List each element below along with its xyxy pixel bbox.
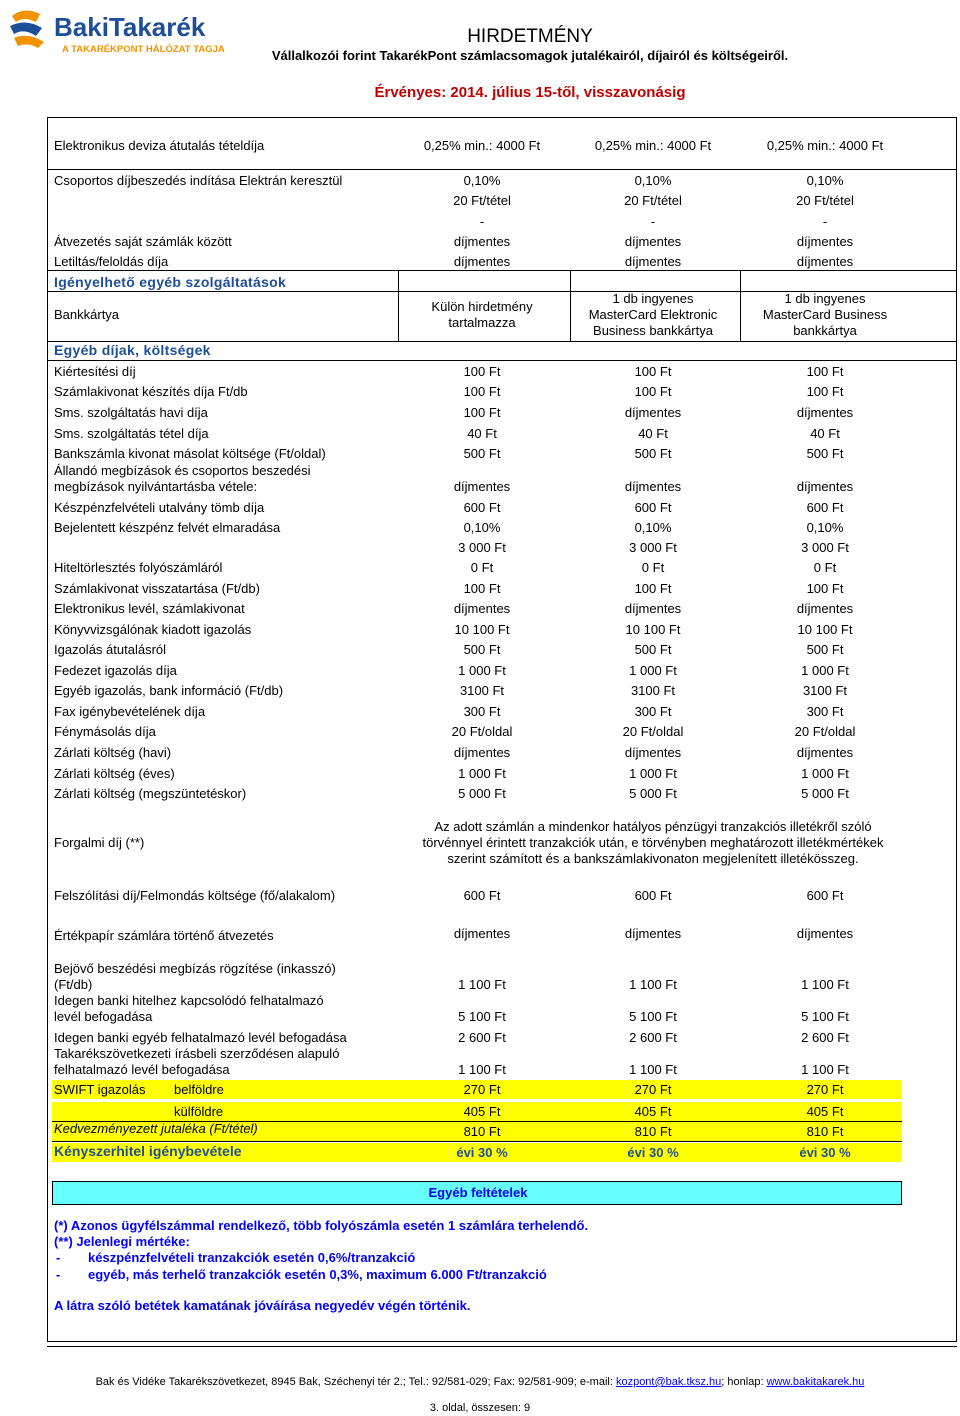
fee-value: 0 Ft [813, 560, 837, 575]
fee-value: 10 100 Ft [454, 622, 510, 637]
fee-value: 1 000 Ft [801, 663, 849, 678]
fee-value: díjmentes [624, 254, 682, 269]
fee-value: 5 000 Ft [458, 786, 506, 801]
fee-value: 500 Ft [806, 446, 844, 461]
bullet-dash: - [56, 1250, 61, 1265]
fee-value: 500 Ft [463, 446, 501, 461]
row-label: felhatalmazó levél befogadása [54, 1062, 230, 1077]
fee-value: 0,10% [806, 520, 844, 535]
fee-value: 1 100 Ft [629, 977, 677, 992]
fee-value: 1 100 Ft [629, 1062, 677, 1077]
row-label: Kedvezményezett jutaléka (Ft/tétel) [54, 1121, 258, 1136]
note-text: (*) Azonos ügyfélszámmal rendelkező, több folyószámla esetén 1 számlára terhelendő. [54, 1218, 589, 1233]
fee-value: 300 Ft [463, 704, 501, 719]
fee-value: MasterCard Business [762, 307, 888, 322]
row-label: Fedezet igazolás díja [54, 663, 177, 678]
section-heading: Egyéb díjak, költségek [54, 342, 211, 358]
fee-value: 100 Ft [463, 581, 501, 596]
turnover-fee-text: szerint számított és a bankszámlakivonaton megjelenített illetékösszeg. [447, 851, 859, 866]
fee-value: 20 Ft/tétel [796, 193, 854, 208]
fee-value: 1 100 Ft [801, 1062, 849, 1077]
fee-value: 600 Ft [463, 500, 501, 515]
fee-value: 600 Ft [463, 888, 501, 903]
fee-value: évi 30 % [799, 1145, 851, 1160]
fee-value: 300 Ft [806, 704, 844, 719]
logo-mark-icon [10, 10, 44, 48]
fee-value: 500 Ft [634, 642, 672, 657]
row-label: Csoportos díjbeszedés indítása Elektrán keresztül [54, 173, 343, 188]
fee-value: 40 Ft [638, 426, 668, 441]
fee-value: díjmentes [624, 479, 682, 494]
fee-value: 0 Ft [641, 560, 665, 575]
row-label: Elektronikus deviza átutalás tételdíja [54, 138, 265, 153]
fee-value: 0,10% [463, 520, 501, 535]
fee-value: Külön hirdetmény [431, 299, 533, 314]
fee-value: 1 000 Ft [458, 663, 506, 678]
fee-value: díjmentes [453, 926, 511, 941]
fee-value: 20 Ft/tétel [624, 193, 682, 208]
row-label: Állandó megbízások és csoportos beszedési [54, 463, 311, 478]
row-label: Sms. szolgáltatás havi díja [54, 405, 208, 420]
fee-value: 100 Ft [463, 405, 501, 420]
email-link[interactable]: kozpont@bak.tksz.hu [615, 1376, 722, 1388]
fee-value: 270 Ft [634, 1082, 672, 1097]
fee-value: - [479, 214, 485, 229]
conditions-header [52, 1181, 902, 1205]
fee-value: 5 100 Ft [629, 1009, 677, 1024]
fee-value: 10 100 Ft [797, 622, 853, 637]
row-label: Takarékszövetkezeti írásbeli szerződésen alapuló [54, 1046, 340, 1061]
row-label: Fénymásolás díja [54, 724, 156, 739]
fee-value: 5 100 Ft [458, 1009, 506, 1024]
row-label: Zárlati költség (megszüntetéskor) [54, 786, 247, 801]
fee-value: - [650, 214, 656, 229]
row-label: Hiteltörlesztés folyószámláról [54, 560, 223, 575]
fee-value: díjmentes [796, 926, 854, 941]
fee-value: 5 000 Ft [801, 786, 849, 801]
row-label: Átvezetés saját számlák között [54, 234, 232, 249]
fee-value: 600 Ft [634, 500, 672, 515]
row-label: Idegen banki egyéb felhatalmazó levél befogadása [54, 1030, 347, 1045]
fee-value: 270 Ft [463, 1082, 501, 1097]
fee-value: 1 db ingyenes [784, 291, 866, 306]
footer-separator: ; honlap: [721, 1376, 767, 1388]
fee-value: 810 Ft [634, 1124, 672, 1139]
fee-value: 600 Ft [806, 500, 844, 515]
footer-rule [47, 1346, 957, 1347]
fee-value: évi 30 % [456, 1145, 508, 1160]
fee-value: 600 Ft [806, 888, 844, 903]
note-text: készpénzfelvételi tranzakciók esetén 0,6%/tranzakció [88, 1250, 416, 1265]
bullet-dash: - [56, 1267, 61, 1282]
row-label: SWIFT igazolás [54, 1082, 146, 1097]
row-label: Forgalmi díj (**) [54, 835, 145, 850]
row-label: Bankkártya [54, 307, 120, 322]
fee-value: 500 Ft [463, 642, 501, 657]
fee-value: 0,25% min.: 4000 Ft [594, 138, 712, 153]
fee-value: - [822, 214, 828, 229]
fee-value: 600 Ft [634, 888, 672, 903]
fee-value: 500 Ft [634, 446, 672, 461]
page-number: 3. oldal, összesen: 9 [429, 1402, 531, 1414]
document-subtitle: Vállalkozói forint TakarékPont számlacsomagok jutalékairól, díjairól és költségeiről. [271, 48, 789, 63]
footer [0, 1376, 960, 1388]
fee-value: 2 600 Ft [458, 1030, 506, 1045]
fee-value: 100 Ft [634, 364, 672, 379]
fee-value: 1 100 Ft [801, 977, 849, 992]
fee-value: díjmentes [624, 234, 682, 249]
note-text: (**) Jelenlegi mértéke: [54, 1234, 190, 1249]
fee-value: díjmentes [796, 234, 854, 249]
fee-table [47, 117, 957, 1342]
fee-value: díjmentes [453, 745, 511, 760]
row-label: Sms. szolgáltatás tétel díja [54, 426, 209, 441]
col-divider [570, 270, 571, 341]
turnover-fee-text: Az adott számlán a mindenkor hatályos pénzügyi tranzakciós illetékről szóló [434, 819, 872, 834]
col-divider [740, 270, 741, 341]
row-label: Igazolás átutalásról [54, 642, 167, 657]
row-label: Zárlati költség (éves) [54, 766, 175, 781]
fee-value: 100 Ft [634, 581, 672, 596]
fee-value: díjmentes [796, 405, 854, 420]
fee-value: díjmentes [453, 479, 511, 494]
fee-value: 3 000 Ft [801, 540, 849, 555]
fee-value: 0,25% min.: 4000 Ft [766, 138, 884, 153]
fee-value: 100 Ft [806, 581, 844, 596]
validity-date: Érvényes: 2014. július 15-től, visszavonásig [374, 84, 686, 101]
row-label: Kiértesítési díj [54, 364, 136, 379]
fee-value: 3100 Ft [459, 683, 505, 698]
row-label: Értékpapír számlára történő átvezetés [54, 928, 274, 943]
fee-value: 100 Ft [463, 364, 501, 379]
website-link[interactable]: www.bakitakarek.hu [766, 1376, 865, 1388]
fee-value: 1 100 Ft [458, 977, 506, 992]
row-label: Idegen banki hitelhez kapcsolódó felhatalmazó [54, 993, 324, 1008]
row-label: Bejelentett készpénz felvét elmaradása [54, 520, 281, 535]
fee-value: 1 000 Ft [629, 766, 677, 781]
conditions-title: Egyéb feltételek [428, 1185, 528, 1200]
fee-value: 100 Ft [806, 384, 844, 399]
row-label: (Ft/db) [54, 977, 93, 992]
fee-value: 270 Ft [806, 1082, 844, 1097]
row-label: Felszólítási díj/Felmondás költsége (fő/alakalom) [54, 888, 336, 903]
fee-value: 1 000 Ft [629, 663, 677, 678]
fee-value: díjmentes [624, 926, 682, 941]
fee-value: 0,25% min.: 4000 Ft [423, 138, 541, 153]
fee-value: évi 30 % [627, 1145, 679, 1160]
fee-value: 1 db ingyenes [612, 291, 694, 306]
fee-value: 405 Ft [806, 1104, 844, 1119]
fee-value: 5 100 Ft [801, 1009, 849, 1024]
fee-value: díjmentes [796, 479, 854, 494]
fee-value: 40 Ft [810, 426, 840, 441]
footer-text: Bak és Vidéke Takarékszövetkezet, 8945 Bak, Széchenyi tér 2.; Tel.: 92/581-029; Fax: 92/581-909; e-mail: [95, 1376, 616, 1388]
fee-value: díjmentes [453, 254, 511, 269]
row-label: Bankszámla kivonat másolat költsége (Ft/oldal) [54, 446, 326, 461]
fee-value: 40 Ft [467, 426, 497, 441]
row-label: Számlakivonat készítés díja Ft/db [54, 384, 248, 399]
fee-value: Business bankkártya [593, 323, 713, 338]
fee-value: 3100 Ft [802, 683, 848, 698]
row-label: Letiltás/feloldás díja [54, 254, 169, 269]
row-label: Készpénzfelvételi utalvány tömb díja [54, 500, 265, 515]
fee-value: 0,10% [463, 173, 501, 188]
row-divider [48, 270, 956, 271]
fee-value: díjmentes [796, 601, 854, 616]
note-text: A látra szóló betétek kamatának jóváírása negyedév végén történik. [54, 1298, 471, 1313]
row-divider [52, 1141, 902, 1142]
fee-value: díjmentes [453, 234, 511, 249]
fee-value: 20 Ft/oldal [622, 724, 684, 739]
fee-value: tartalmazza [448, 315, 516, 330]
fee-value: bankkártya [793, 323, 857, 338]
document-title: HIRDETMÉNY [467, 26, 593, 47]
row-label: Elektronikus levél, számlakivonat [54, 601, 245, 616]
row-label: levél befogadása [54, 1009, 153, 1024]
fee-value: 20 Ft/oldal [451, 724, 513, 739]
fee-value: díjmentes [453, 601, 511, 616]
fee-value: 0,10% [634, 520, 672, 535]
fee-value: 500 Ft [806, 642, 844, 657]
row-label: Könyvvizsgálónak kiadott igazolás [54, 622, 252, 637]
fee-value: 20 Ft/oldal [794, 724, 856, 739]
fee-value: 1 000 Ft [458, 766, 506, 781]
fee-value: 405 Ft [634, 1104, 672, 1119]
logo-text: BakiTakarék [54, 12, 206, 42]
fee-value: 5 000 Ft [629, 786, 677, 801]
fee-value: díjmentes [624, 745, 682, 760]
fee-value: 405 Ft [463, 1104, 501, 1119]
fee-value: 1 100 Ft [458, 1062, 506, 1077]
fee-value: 2 600 Ft [629, 1030, 677, 1045]
fee-value: 300 Ft [634, 704, 672, 719]
fee-value: 3 000 Ft [458, 540, 506, 555]
row-label: Zárlati költség (havi) [54, 745, 172, 760]
row-sublabel: külföldre [174, 1104, 224, 1119]
row-label: Számlakivonat visszatartása (Ft/db) [54, 581, 260, 596]
row-label: Egyéb igazolás, bank információ (Ft/db) [54, 683, 284, 698]
fee-value: 100 Ft [806, 364, 844, 379]
row-label: megbízások nyilvántartásba vétele: [54, 479, 258, 494]
col-divider [398, 270, 399, 341]
fee-value: díjmentes [796, 745, 854, 760]
fee-value: 0 Ft [470, 560, 494, 575]
fee-value: 10 100 Ft [625, 622, 681, 637]
fee-value: díjmentes [624, 405, 682, 420]
turnover-fee-text: törvénnyel érintett tranzakciók után, e törvényben meghatározott illetékmértékek [422, 835, 884, 850]
fee-value: díjmentes [796, 254, 854, 269]
fee-value: 100 Ft [463, 384, 501, 399]
fee-value: 3 000 Ft [629, 540, 677, 555]
row-sublabel: belföldre [174, 1082, 224, 1097]
fee-value: 810 Ft [806, 1124, 844, 1139]
fee-value: 0,10% [806, 173, 844, 188]
fee-value: 100 Ft [634, 384, 672, 399]
fee-value: 1 000 Ft [801, 766, 849, 781]
row-label: Fax igénybevételének díja [54, 704, 206, 719]
row-divider [48, 169, 956, 170]
section-heading: Igényelhető egyéb szolgáltatások [54, 274, 287, 290]
fee-value: díjmentes [624, 601, 682, 616]
note-text: egyéb, más terhelő tranzakciók esetén 0,3%, maximum 6.000 Ft/tranzakció [88, 1267, 547, 1282]
fee-value: 2 600 Ft [801, 1030, 849, 1045]
row-label: Kényszerhitel igénybevétele [54, 1143, 242, 1159]
row-divider [48, 360, 956, 361]
fee-value: MasterCard Elektronic [588, 307, 718, 322]
fee-value: 20 Ft/tétel [453, 193, 511, 208]
fee-value: 0,10% [634, 173, 672, 188]
fee-value: 3100 Ft [630, 683, 676, 698]
logo-tagline: A TAKARÉKPONT HÁLÓZAT TAGJA [62, 44, 225, 55]
row-label: Bejövő beszédési megbízás rögzítése (inkasszó) [54, 961, 336, 976]
fee-value: 810 Ft [463, 1124, 501, 1139]
